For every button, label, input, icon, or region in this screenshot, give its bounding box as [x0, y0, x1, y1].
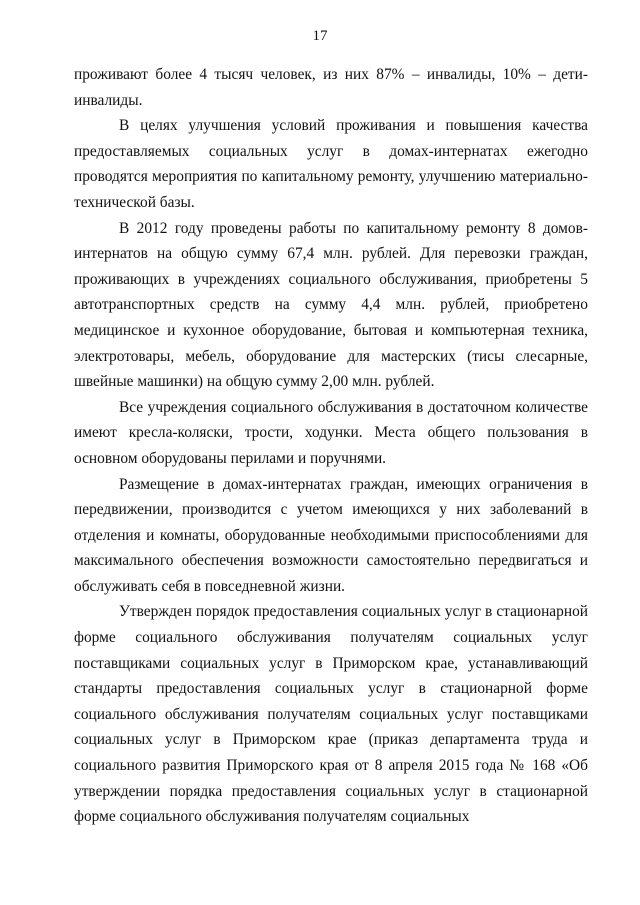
page-number: 17 [312, 28, 328, 44]
paragraph-improvement-measures: В целях улучшения условий проживания и повышения качества предоставляемых социальных услуг в домах-интернатах ежегодно проводятся мероприятия по капитальному ремонту, улучшению материально-технической базы. [74, 117, 588, 211]
paragraph-procedure-approved: Утвержден порядок предоставления социальных услуг в стационарной форме социального обслуживания получателям социальных услуг поставщиками социальных услуг в Приморском крае, устанавливающий стандарты предоставления социальных услуг в стационарной форме социального обслуживания получателям социальных услуг поставщиками социальных услуг в Приморском крае (приказ департамента труда и социального развития Приморского края от 8 апреля 2015 года № 168 «Об утверждении порядка предоставления социальных услуг в стационарной форме социального обслуживания получателям социальных [74, 603, 588, 826]
paragraph-continuation: проживают более 4 тысяч человек, из них 87% – инвалиды, 10% – дети-инвалиды. [74, 66, 588, 109]
paragraph-placement: Размещение в домах-интернатах граждан, имеющих ограничения в передвижении, производится с учетом имеющихся у них заболеваний в отделения и комнаты, оборудованные необходимыми приспособлениями для максимального обеспечения возможности самостоятельно передвигаться и обслуживать себя в повседневной жизни. [74, 475, 588, 595]
document-body [74, 62, 588, 830]
paragraph-mobility-aids: Все учреждения социального обслуживания в достаточном количестве имеют кресла-коляски, трости, ходунки. Места общего пользования в основном оборудованы перилами и поручнями. [74, 398, 588, 467]
paragraph-2012-repairs: В 2012 году проведены работы по капитальному ремонту 8 домов-интернатов на общую сумму 67,4 млн. рублей. Для перевозки граждан, проживающих в учреждениях социального обслуживания, приобретены 5 автотранспортных средств на сумму 4,4 млн. рублей, приобретено медицинское и кухонное оборудование, бытовая и компьютерная техника, электротовары, мебель, оборудование для мастерских (тисы слесарные, швейные машинки) на общую сумму 2,00 млн. рублей. [74, 219, 588, 391]
